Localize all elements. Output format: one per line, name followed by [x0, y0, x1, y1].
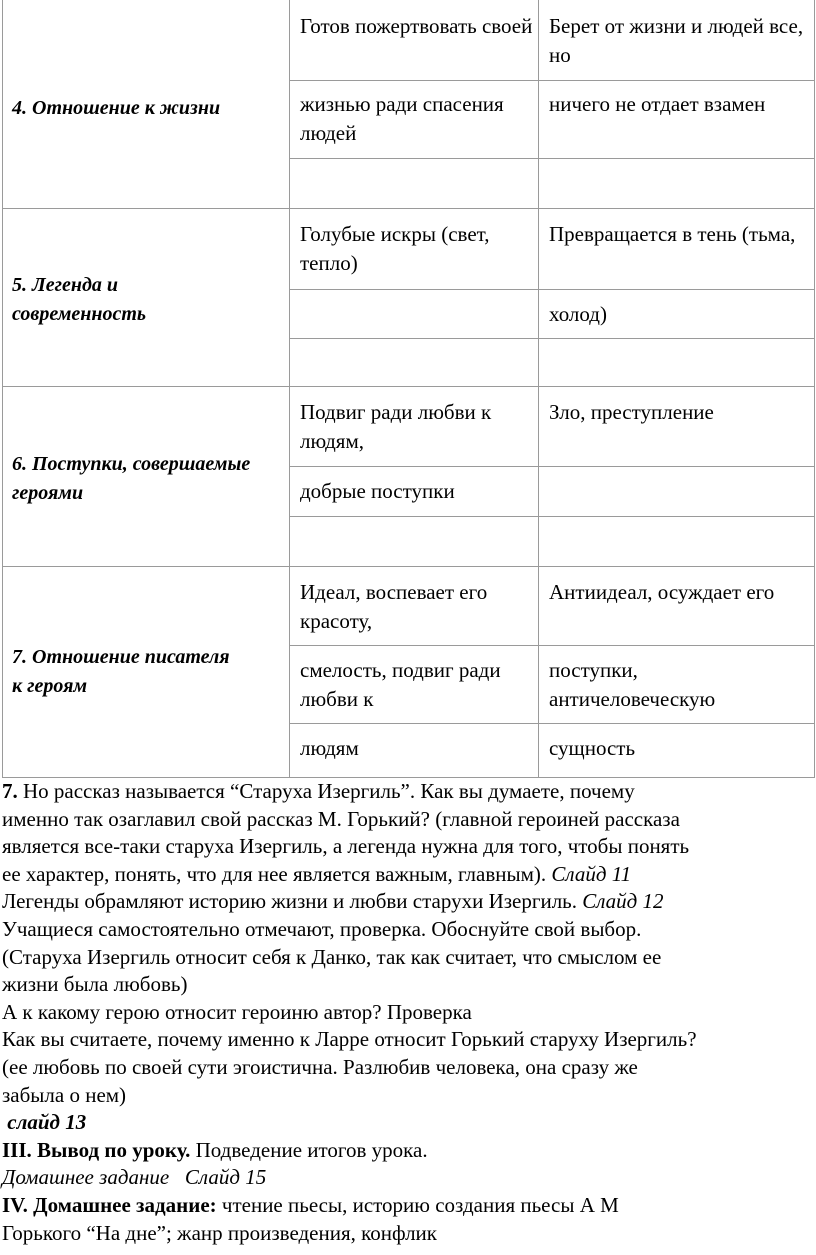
section-heading: IV. Домашнее задание:	[2, 1192, 217, 1217]
table-border-left	[2, 0, 3, 778]
table-divider-1	[289, 0, 290, 778]
row-divider	[289, 723, 815, 724]
section-heading: III. Вывод по уроку.	[2, 1137, 191, 1162]
cell: Берет от жизни и людей все, но	[549, 14, 804, 67]
text-span: чтение пьесы, историю создания пьесы А М	[216, 1192, 619, 1217]
paragraph-line: жизни была любовь)	[2, 972, 188, 997]
paragraph-line: Как вы считаете, почему именно к Ларре относит Горький старуху Изергиль?	[2, 1027, 697, 1052]
row-divider	[289, 645, 815, 646]
paragraph-line: является все-таки старуха Изергиль, а легенда нужна для того, чтобы понять	[2, 834, 690, 859]
row-divider	[289, 466, 815, 467]
row-divider	[289, 80, 815, 81]
cell: сущность	[549, 736, 636, 760]
row-label-heroes-deeds: 6. Поступки, совершаемые героями	[12, 453, 251, 504]
cell: поступки, античеловеческую	[549, 658, 716, 711]
paragraph-line	[2, 1192, 814, 1220]
paragraph-line: именно так озаглавил свой рассказ М. Горький? (главной героиней рассказа	[2, 806, 680, 831]
cell: ничего не отдает взамен	[549, 92, 766, 116]
row-divider	[289, 516, 815, 517]
section-divider	[2, 386, 815, 387]
section-divider	[2, 566, 815, 567]
paragraph-line: (Старуха Изергиль относит себя к Данко, так как считает, что смыслом ее	[2, 944, 662, 969]
slide-ref: Слайд 11	[551, 861, 632, 886]
text-span: ее характер, понять, что для нее является важным, главным).	[2, 861, 552, 886]
text-span: Подведение итогов урока.	[190, 1137, 428, 1162]
cell: смелость, подвиг ради любви к	[300, 658, 501, 711]
cell: добрые поступки	[300, 479, 455, 503]
slide-ref: слайд 13	[2, 1110, 87, 1135]
paragraph-line: Горького “На дне”; жанр произведения, конфлик	[2, 1220, 438, 1245]
lesson-text	[2, 778, 814, 1247]
homework-label: Домашнее задание Слайд 15	[2, 1165, 267, 1190]
paragraph-line: Учащиеся самостоятельно отмечают, проверка. Обоснуйте свой выбор.	[2, 916, 642, 941]
paragraph-line	[2, 1137, 814, 1165]
row-label-attitude-to-life: 4. Отношение к жизни	[12, 97, 221, 119]
slide-ref: Слайд 12	[582, 889, 664, 914]
cell: Готов пожертвовать своей	[300, 14, 533, 38]
cell: Зло, преступление	[549, 400, 714, 424]
row-label-writer-attitude: 7. Отношение писателя к героям	[12, 646, 230, 697]
paragraph-line: забыла о нем)	[2, 1082, 127, 1107]
text-span: Легенды обрамляют историю жизни и любви старухи Изергиль.	[2, 889, 583, 914]
paragraph-line: (ее любовь по своей сути эгоистична. Разлюбив человека, она сразу же	[2, 1054, 638, 1079]
cell: жизнью ради спасения людей	[300, 92, 504, 145]
paragraph-line: А к какому герою относит героиню автор? Проверка	[2, 999, 472, 1024]
row-label-legend-and-modernity: 5. Легенда и современность	[12, 274, 147, 325]
question-number: 7.	[2, 779, 18, 803]
text-span: Но рассказ называется “Старуха Изергиль”. Как вы думаете, почему	[17, 779, 635, 803]
cell: людям	[300, 736, 359, 760]
cell: Идеал, воспевает его красоту,	[300, 580, 488, 633]
paragraph-line	[2, 861, 814, 889]
cell: Голубые искры (свет, тепло)	[300, 222, 490, 275]
paragraph-line	[2, 888, 814, 916]
cell: холод)	[549, 302, 607, 326]
row-divider	[289, 158, 815, 159]
row-divider	[289, 338, 815, 339]
paragraph-line	[2, 778, 814, 806]
cell: Превращается в тень (тьма,	[549, 222, 796, 246]
cell: Подвиг ради любви к людям,	[300, 400, 492, 453]
section-divider	[2, 208, 815, 209]
cell: Антиидеал, осуждает его	[549, 580, 775, 604]
row-divider	[289, 289, 815, 290]
table-border-right	[814, 0, 815, 778]
